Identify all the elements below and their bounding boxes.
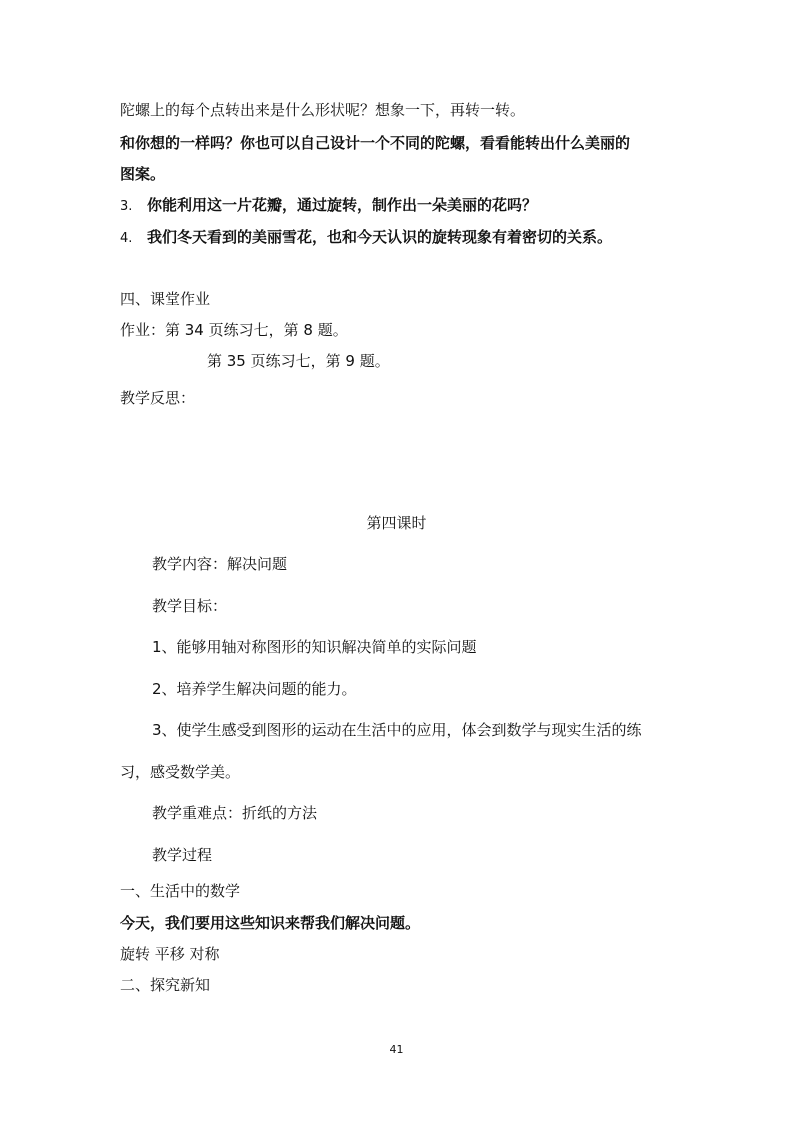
text-line: 教学目标： xyxy=(152,597,228,615)
text-line: 旋转 平移 对称 xyxy=(120,945,220,963)
text-line: 教学重难点：折纸的方法 xyxy=(152,804,318,822)
numbered-item-4 xyxy=(120,227,612,249)
text-line: 教学反思： xyxy=(120,389,196,407)
text-line: 2、培养学生解决问题的能力。 xyxy=(152,680,357,698)
item-number: 3. xyxy=(120,199,133,214)
section-heading: 二、探究新知 xyxy=(120,976,211,994)
text-line-bold: 和你想的一样吗？你也可以自己设计一个不同的陀螺，看看能转出什么美丽的 xyxy=(120,134,631,152)
lesson-title: 第四课时 xyxy=(366,514,427,532)
item-text: 我们冬天看到的美丽雪花，也和今天认识的旋转现象有着密切的关系。 xyxy=(147,228,613,246)
item-text: 你能利用这一片花瓣，通过旋转，制作出一朵美丽的花吗？ xyxy=(147,196,538,214)
text-line-bold: 今天，我们要用这些知识来帮我们解决问题。 xyxy=(120,914,421,932)
section-heading: 四、课堂作业 xyxy=(120,290,211,308)
text-line: 作业：第 34 页练习七，第 8 题。 xyxy=(120,321,348,339)
text-line: 陀螺上的每个点转出来是什么形状呢？想象一下，再转一转。 xyxy=(120,101,526,119)
text-line: 教学内容：解决问题 xyxy=(152,555,288,573)
text-line: 1、能够用轴对称图形的知识解决简单的实际问题 xyxy=(152,638,477,656)
section-heading: 一、生活中的数学 xyxy=(120,882,241,900)
text-line-bold: 图案。 xyxy=(120,165,166,183)
numbered-item-3 xyxy=(120,195,537,217)
text-line: 第 35 页练习七，第 9 题。 xyxy=(207,352,390,370)
text-line: 教学过程 xyxy=(152,846,213,864)
text-line: 3、使学生感受到图形的运动在生活中的应用，体会到数学与现实生活的练 xyxy=(152,721,642,739)
text-line: 习，感受数学美。 xyxy=(120,763,241,781)
page-number: 41 xyxy=(389,1043,404,1056)
item-number: 4. xyxy=(120,231,133,246)
